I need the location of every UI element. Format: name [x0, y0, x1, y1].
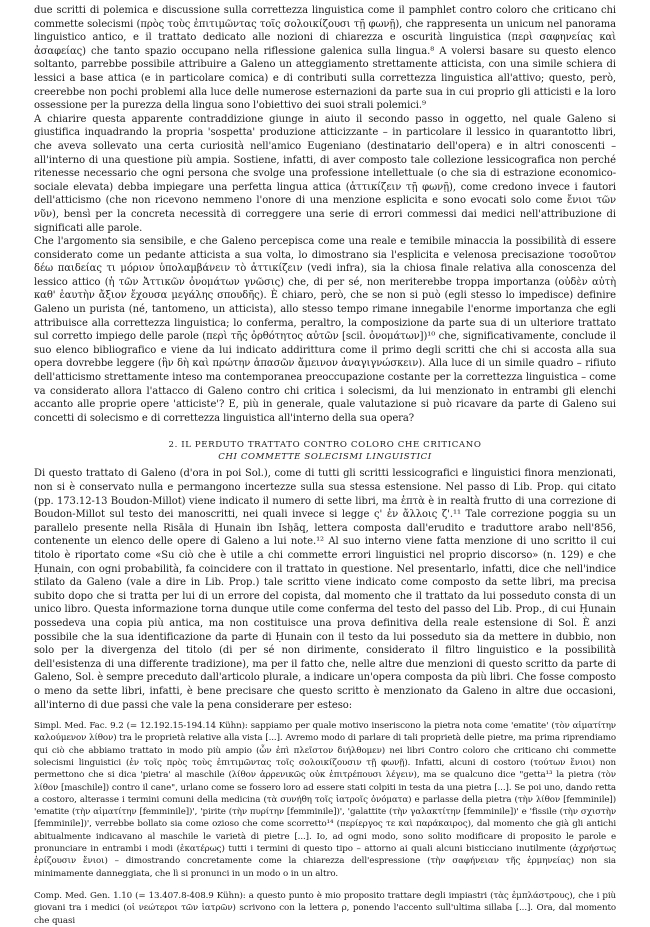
section-paragraph-1: Di questo trattato di Galeno (d'ora in poi Sol.), come di tutti gli scritti lessicografici e linguistici finora menzionati, non si è conservato nulla e permangono incertezze sulla sua stessa estensione. Nel passo di Lib. Prop. qui citato (pp. 173.12-13 Boudon-Millot) viene indicato il numero di sette libri, ma ἑπτὰ è in realtà frutto di una correzione di Boudon-Millot sul testo dei manoscritti, nei quali invece si legge ς' ἐν ἄλλοις ζ'.¹¹ Tale correzione poggia su un parallelo presente nella Risāla di Ḥunain ibn Isḥāq, lettera composta dall'erudito e traduttore arabo nell'856, contenente un elenco delle opere di Galeno a lui note.¹² Al suo interno viene fatta menzione di uno scritto il cui titolo è riportato come «Su ciò che è utile a chi commette errori linguistici nel proprio discorso» (n. 129) e che Ḥunain, con ogni probabilità, fa coincidere con il trattato in questione. Nel presentarlo, infatti, dice che nell'indice stilato da Galeno (vale a dire in Lib. Prop.) tale scritto viene indicato come composto da sette libri, ma precisa subito dopo che si tratta per lui di un errore del copista, dal momento che il trattato da lui posseduto consta di un unico libro. Questa informazione torna dunque utile come conferma del testo del passo del Lib. Prop., di cui Ḥunain possedeva una copia più antica, ma non costituisce una prova definitiva della reale estensione di Sol. È anzi possibile che la sua identificazione da parte di Ḥunain con il testo da lui posseduto sia da mettere in dubbio, non solo per la divergenza del titolo (di per sé non dirimente, considerato il filtro linguistico e la possibilità dell'esistenza di una differente tradizione), ma per il fatto che, nelle altre due menzioni di questo scritto da parte di Galeno, Sol. è sempre preceduto dall'articolo plurale, a indicare un'opera composta da più libri. Che fosse composto o meno da sette libri, infatti, è bene precisare che questo scritto è menzionato da Galeno in altre due occasioni, all'interno di due passi che vale la pena considerare per esteso: — [34, 468, 616, 711]
quotation-block-1: Simpl. Med. Fac. 9.2 (= 12.192.15-194.14 Kühn): sappiamo per quale motivo inseriscono la pietra nota come 'ematite' (τὸν αἱματίτην καλούμενον λίθον) tra le proprietà relative alla vista [...]. Avremo modo di parlare di tali proprietà delle pietre, ma prima riprendiamo qui ciò che abbiamo trattato in modo più ampio (ὧν ἐπὶ πλεῖστον διήλθομεν) nei libri Contro coloro che criticano chi commette solecismi linguistici (ἐν τοῖς πρὸς τοὺς ἐπιτιμῶντας τοῖς σολοικίζουσιν τῇ φωνῇ). Infatti, alcuni di costoro (τούτων ἔνιοι) non permettono che si dica 'pietra' al maschile (λίθον ἀρρενικῶς οὐκ ἐπιτρέπουσι λέγειν), ma se qualcuno dice "getta¹³ la pietra (τὸν λίθον [maschile]) contro il cane", urlano come se fossero loro ad essere stati colpiti in testa da una pietra [...]. Se poi uno, dando retta a costoro, alterasse i termini comuni della medicina (τὰ συνήθη τοῖς ἰατροῖς ὀνόματα) e parlasse della pietra (τὴν λίθον [femminile]) 'ematite (τὴν αἱματίτην [femminile])', 'pirite (τὴν πυρίτην [femminile])', 'galattite (τὴν γαλακτίτην [femminile])' e 'fissile (τὴν σχιστὴν [femminile])', verrebbe bollato sia come ozioso che come scorretto¹⁴ (περίεργος τε καὶ παράκαιρος), dal momento che già gli antichi abitualmente indicavano al maschile le varietà di pietre [...]. Io, ad ogni modo, sono solito modificare di proposito le parole e pronunciare in entrambi i modi (ἑκατέρως) tutti i termini di questo tipo – attorno ai quali alcuni bisticciano inutilmente (ἀχρήστως ἐρίζουσιν ἔνιοι) – dimostrando concretamente come la chiarezza dell'espressione (τὴν σαφήνειαν τῆς ἑρμηνείας) non sia minimamente danneggiata, che lì si pronunci in un modo o in un altro. — [34, 721, 616, 879]
section-heading-line1: 2. IL PERDUTO TRATTATO CONTRO COLORO CHE CRITICANO — [168, 440, 482, 451]
section-heading-line2: CHI COMMETTE SOLECISMI LINGUISTICI — [218, 452, 432, 463]
body-paragraph-3: Che l'argomento sia sensibile, e che Galeno percepisca come una reale e temibile minaccia la possibilità di essere considerato come un pedante atticista a sua volta, lo dimostrano sia l'esplicita e velenosa precisazione τοσοῦτον δέω παιδείας τι μόριον ὑπολαμβάνειν τὸ ἀττικίζειν (vedi infra), sia la chiosa finale relativa alla conoscenza del lessico attico (ἡ τῶν Ἀττικῶν ὀνομάτων γνῶσις) che, di per sé, non meriterebbe troppa importanza (οὐδὲν αὐτὴ καθ' ἑαυτὴν ἄξιον ἔχουσα μεγάλης σπουδῆς). È chiaro, però, che se non si può (egli stesso lo impedisce) definire Galeno un purista (né, tantomeno, un atticista), allo stesso tempo rimane innegabile l'enorme importanza che egli attribuisce alla correttezza linguistica; lo conferma, peraltro, la composizione da parte sua di un ulteriore trattato sul corretto impiego delle parole (περὶ τῆς ὀρθότητος αὐτῶν [scil. ὀνομάτων])¹⁰ che, significativamente, conclude il suo elenco bibliografico e viene da lui indicato addirittura come il primo degli scritti che chi si accosta alla sua opera dovrebbe leggere (ἣν δὴ καὶ πρώτην ἁπασῶν ἄμεινον ἀναγιγνώσκειν). Alla luce di un simile quadro – rifiuto dell'atticismo strettamente inteso ma contemporanea preoccupazione costante per la correttezza linguistica – come va considerato allora l'attacco di Galeno contro chi critica i solecismi, da lui menzionato in entrambi gli elenchi accanto alle proprie opere 'atticiste'? E, più in generale, quale valutazione si può ricavare da parte di Galeno sui concetti di solecismo e di correttezza linguistica all'interno della sua opera? — [34, 236, 616, 424]
section-heading — [34, 439, 616, 463]
body-paragraph-1: due scritti di polemica e discussione sulla correttezza linguistica come il pamphlet contro coloro che criticano chi commette solecismi (πρὸς τοὺς ἐπιτιμῶντας τοῖς σολοικίζουσι τῇ φωνῇ), che rappresenta un unicum nel panorama linguistico antico, e il trattato dedicato alle nozioni di chiarezza e oscurità linguistica (περὶ σαφηνείας καὶ ἀσαφείας) che tanto spazio occupano nella riflessione galenica sulla lingua.⁸ A volersi basare su questo elenco soltanto, parrebbe possibile attribuire a Galeno un atteggiamento strettamente atticista, con una simile schiera di lessici a base attica (e in particolare comica) e di contributi sulla correttezza linguistica all'attivo; questo, però, creerebbe non pochi problemi alla luce delle numerose esternazioni da parte sua in cui proprio gli atticisti e la loro ossessione per la purezza della lingua sono l'obiettivo dei suoi strali polemici.⁹ — [34, 5, 616, 112]
body-paragraph-2: A chiarire questa apparente contraddizione giunge in aiuto il secondo passo in oggetto, nel quale Galeno si giustifica inquadrando la propria 'sospetta' produzione atticizzante – in particolare il lessico in quarantotto libri, che aveva sollevato una certa curiosità nell'amico Eugeniano (destinatario dell'opera) e in altri conoscenti – all'interno di una questione più ampia. Sostiene, infatti, di aver composto tale collezione lessicografica non perché ritenesse necessario che ogni persona che svolge una professione intellettuale (o che sia di estrazione economico-sociale elevata) debba impiegare una perfetta lingua attica (ἀττικίζειν τῇ φωνῇ), come credono invece i fautori dell'atticismo (che non ricevono nemmeno l'onore di una menzione esplicita e sono evocati solo come ἔνιοι τῶν νῦν), bensì per la concreta necessità di correggere una serie di errori commessi dai medici nell'attribuzione di significati alle parole. — [34, 113, 616, 234]
quotation-block-2: Comp. Med. Gen. 1.10 (= 13.407.8-408.9 Kühn): a questo punto è mio proposito trattare degli impiastri (τὰς ἐμπλάστρους), che i più giovani tra i medici (οἱ νεώτεροι τῶν ἰατρῶν) scrivono con la lettera ρ, ponendo l'accento sull'ultima sillaba [...]. Ora, dal momento che quasi — [34, 890, 616, 926]
page — [34, 4, 616, 927]
